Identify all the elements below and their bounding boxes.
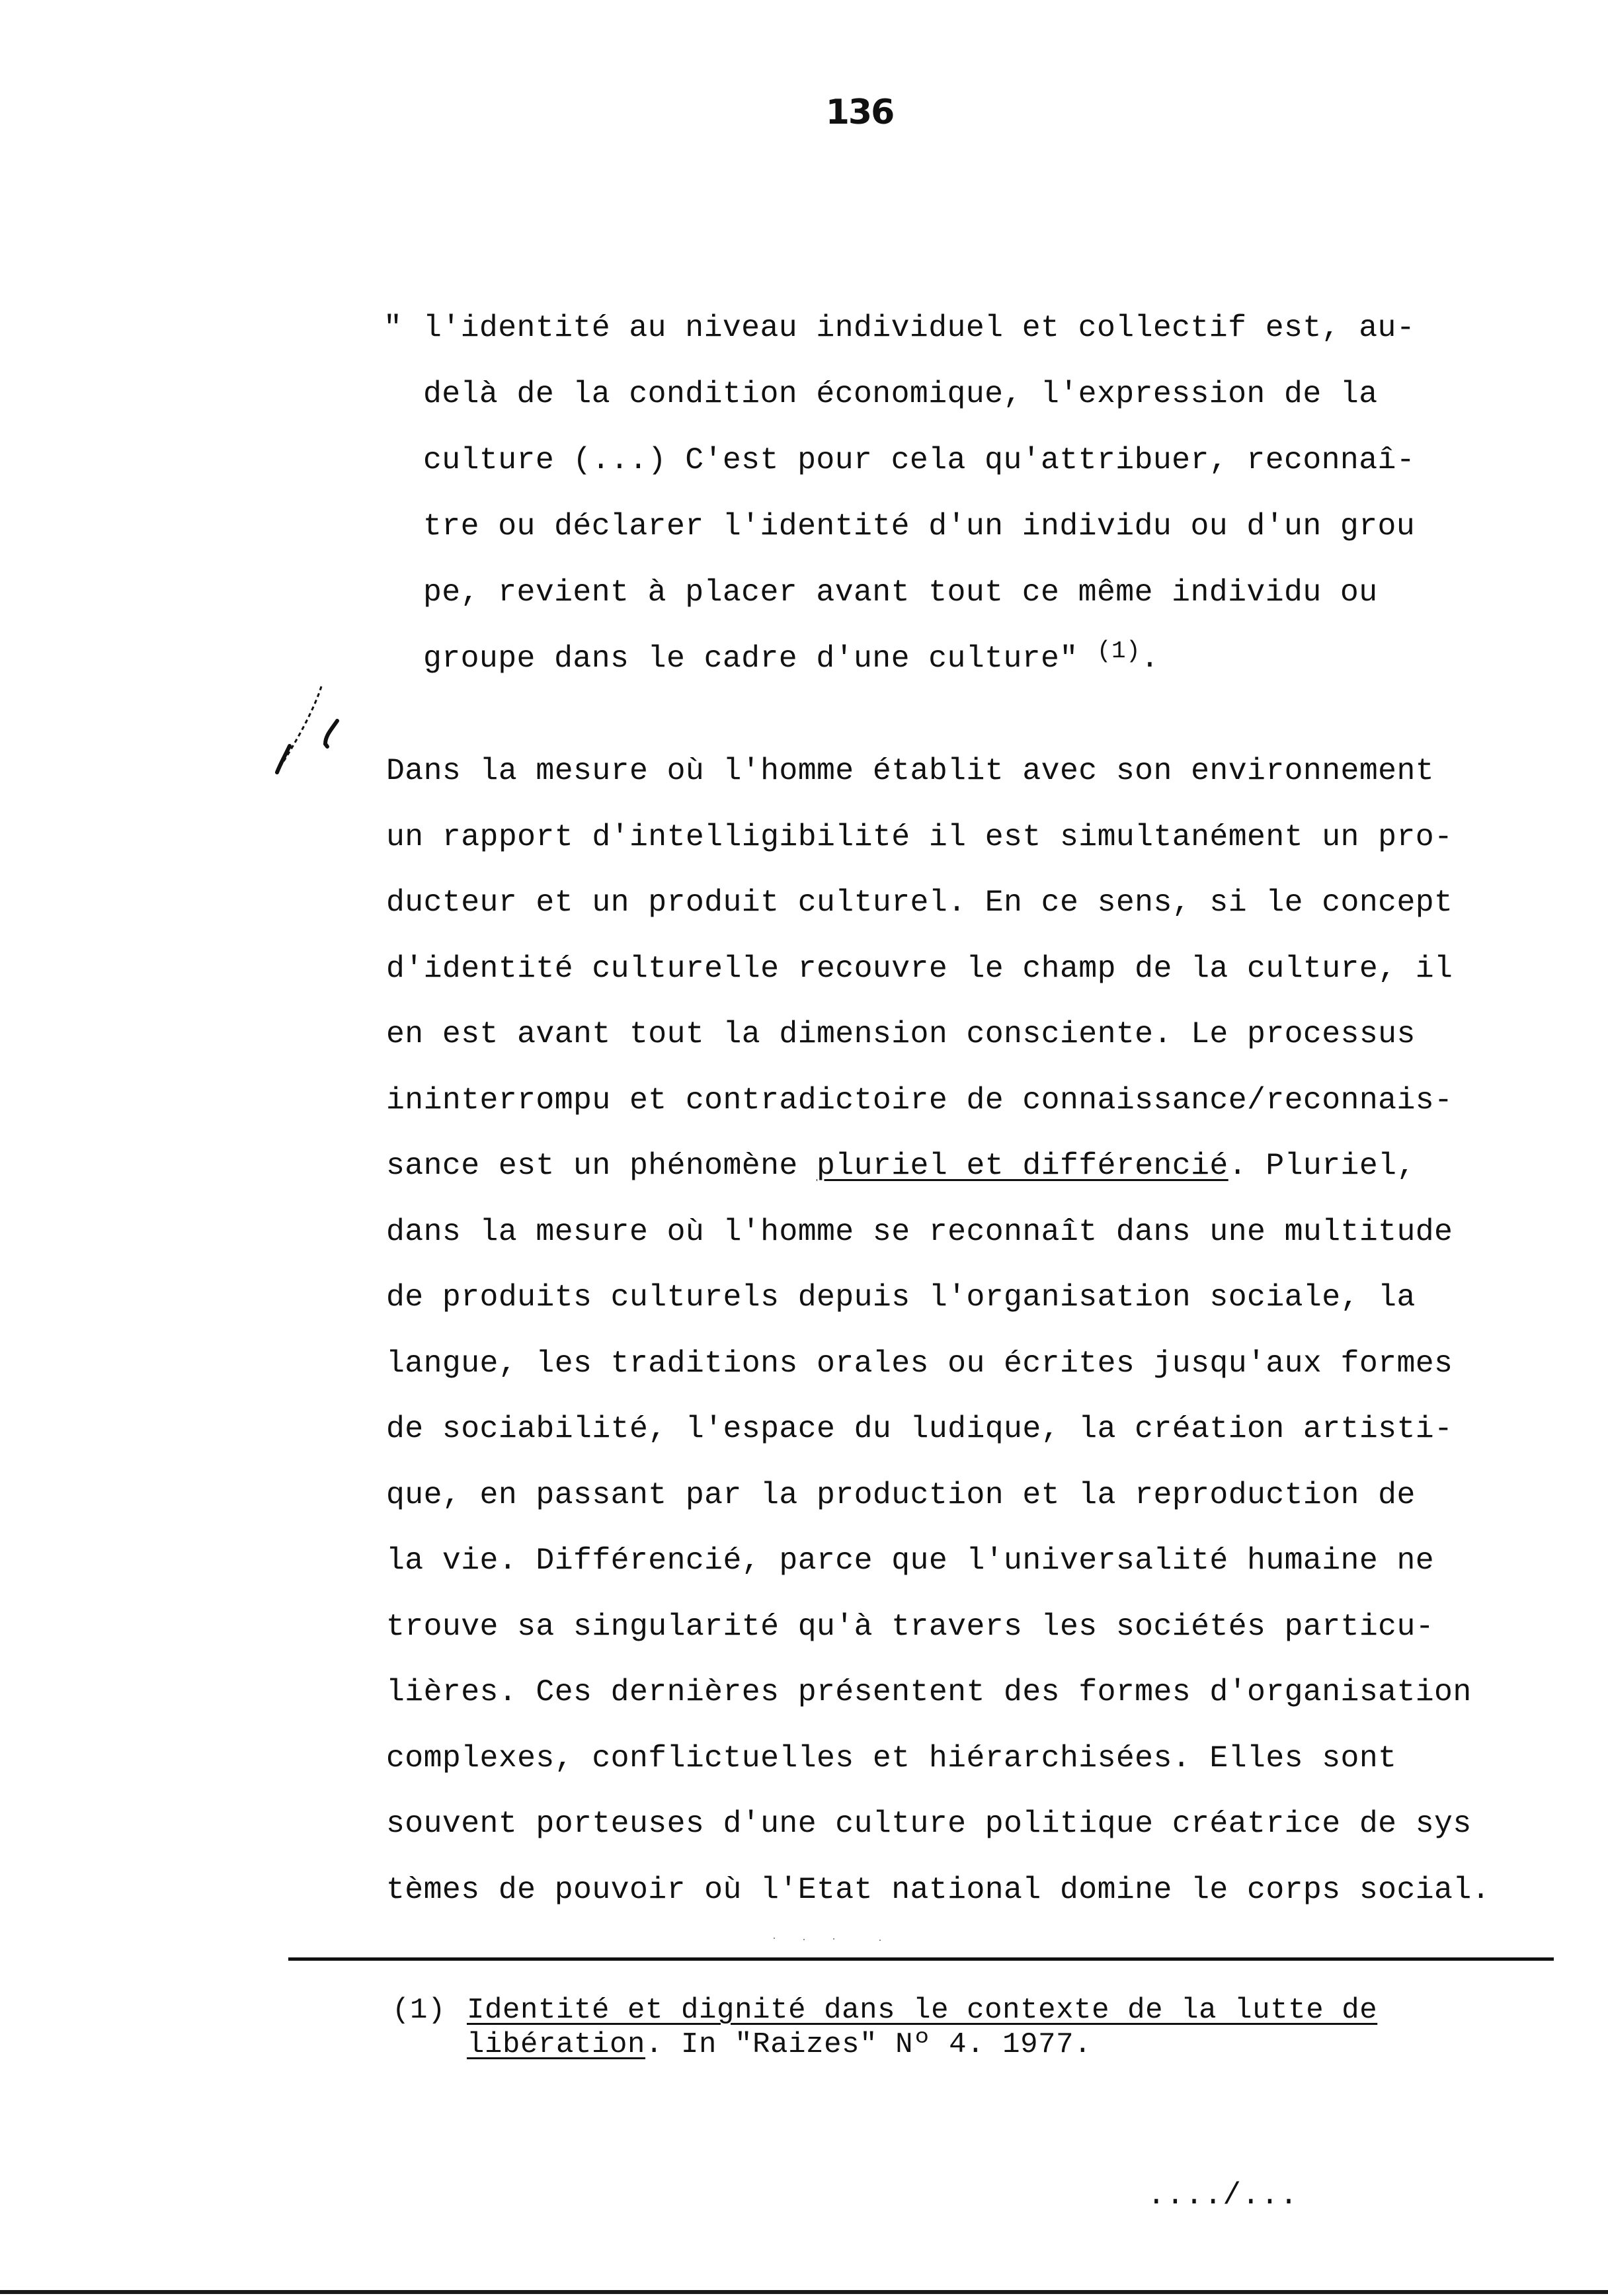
handwritten-margin-mark-icon — [251, 661, 383, 794]
body-line: complexes, conflictuelles et hiérarchisées. Elles sont — [386, 1741, 1397, 1776]
body-line: d'identité culturelle recouvre le champ de la culture, il — [386, 951, 1453, 986]
continuation-marker: ..../... — [1147, 2178, 1299, 2213]
body-text: . Pluriel, — [1228, 1148, 1416, 1183]
body-line: de produits culturels depuis l'organisation sociale, la — [386, 1280, 1416, 1315]
footnote-marker: (1) — [392, 1994, 446, 2027]
scan-speck — [774, 1938, 775, 1939]
body-line: en est avant tout la dimension consciente. Le processus — [386, 1016, 1416, 1051]
scan-speck — [803, 1939, 805, 1940]
footnote-title: Identité et dignité dans le contexte de la lutte de — [467, 1994, 1378, 2027]
quote-text: groupe dans le cadre d'une culture" — [423, 641, 1078, 676]
body-line: trouve sa singularité qu'à travers les sociétés particu- — [386, 1609, 1435, 1644]
footnote-reference[interactable]: (1) — [1096, 637, 1141, 665]
body-line: la vie. Différencié, parce que l'universalité humaine ne — [386, 1543, 1435, 1578]
body-line: que, en passant par la production et la reproduction de — [386, 1477, 1416, 1512]
body-line: lières. Ces dernières présentent des formes d'organisation — [386, 1674, 1472, 1709]
body-line: de sociabilité, l'espace du ludique, la création artisti- — [386, 1411, 1453, 1446]
body-line: un rapport d'intelligibilité il est simultanément un pro- — [386, 819, 1453, 854]
body-line: langue, les traditions orales ou écrites jusqu'aux formes — [386, 1346, 1453, 1381]
footnote-citation: . In "Raizes" Nº 4. 1977. — [645, 2028, 1092, 2061]
scan-speck — [879, 1940, 881, 1941]
body-line: ducteur et un produit culturel. En ce sens, si le concept — [386, 885, 1453, 920]
body-text: sance est un phénomène — [386, 1148, 817, 1183]
footnote-title-line2 — [467, 2025, 1092, 2065]
body-line: ininterrompu et contradictoire de connaissance/reconnais- — [386, 1083, 1453, 1118]
scan-edge-line — [0, 2290, 1608, 2294]
body-line: Dans la mesure où l'homme établit avec son environnement — [386, 753, 1435, 788]
body-line: tèmes de pouvoir où l'Etat national domine le corps social. — [386, 1872, 1490, 1907]
scan-speck — [833, 1938, 834, 1940]
footnote-separator-rule — [288, 1957, 1554, 1961]
emphasized-phrase: pluriel et différencié — [817, 1148, 1228, 1183]
footnote-title: libération — [467, 2028, 646, 2061]
quote-end-punct: . — [1141, 641, 1160, 676]
body-line: souvent porteuses d'une culture politique créatrice de sys — [386, 1806, 1472, 1841]
body-line — [386, 1146, 1416, 1186]
footnote-title-line1 — [467, 1990, 1377, 2030]
page-number: 136 — [825, 93, 894, 132]
body-line: dans la mesure où l'homme se reconnaît dans une multitude — [386, 1214, 1453, 1249]
quote-line: pe, revient à placer avant tout ce même individu ou — [423, 575, 1378, 610]
quote-line: l'identité au niveau individuel et collectif est, au- — [423, 310, 1416, 345]
opening-quote-mark: " — [383, 310, 402, 345]
quote-line: culture (...) C'est pour cela qu'attribuer, reconnaî- — [423, 442, 1416, 477]
quote-line: delà de la condition économique, l'expression de la — [423, 376, 1378, 411]
quote-line-last — [423, 639, 1159, 680]
quote-line: tre ou déclarer l'identité d'un individu ou d'un grou — [423, 509, 1416, 544]
